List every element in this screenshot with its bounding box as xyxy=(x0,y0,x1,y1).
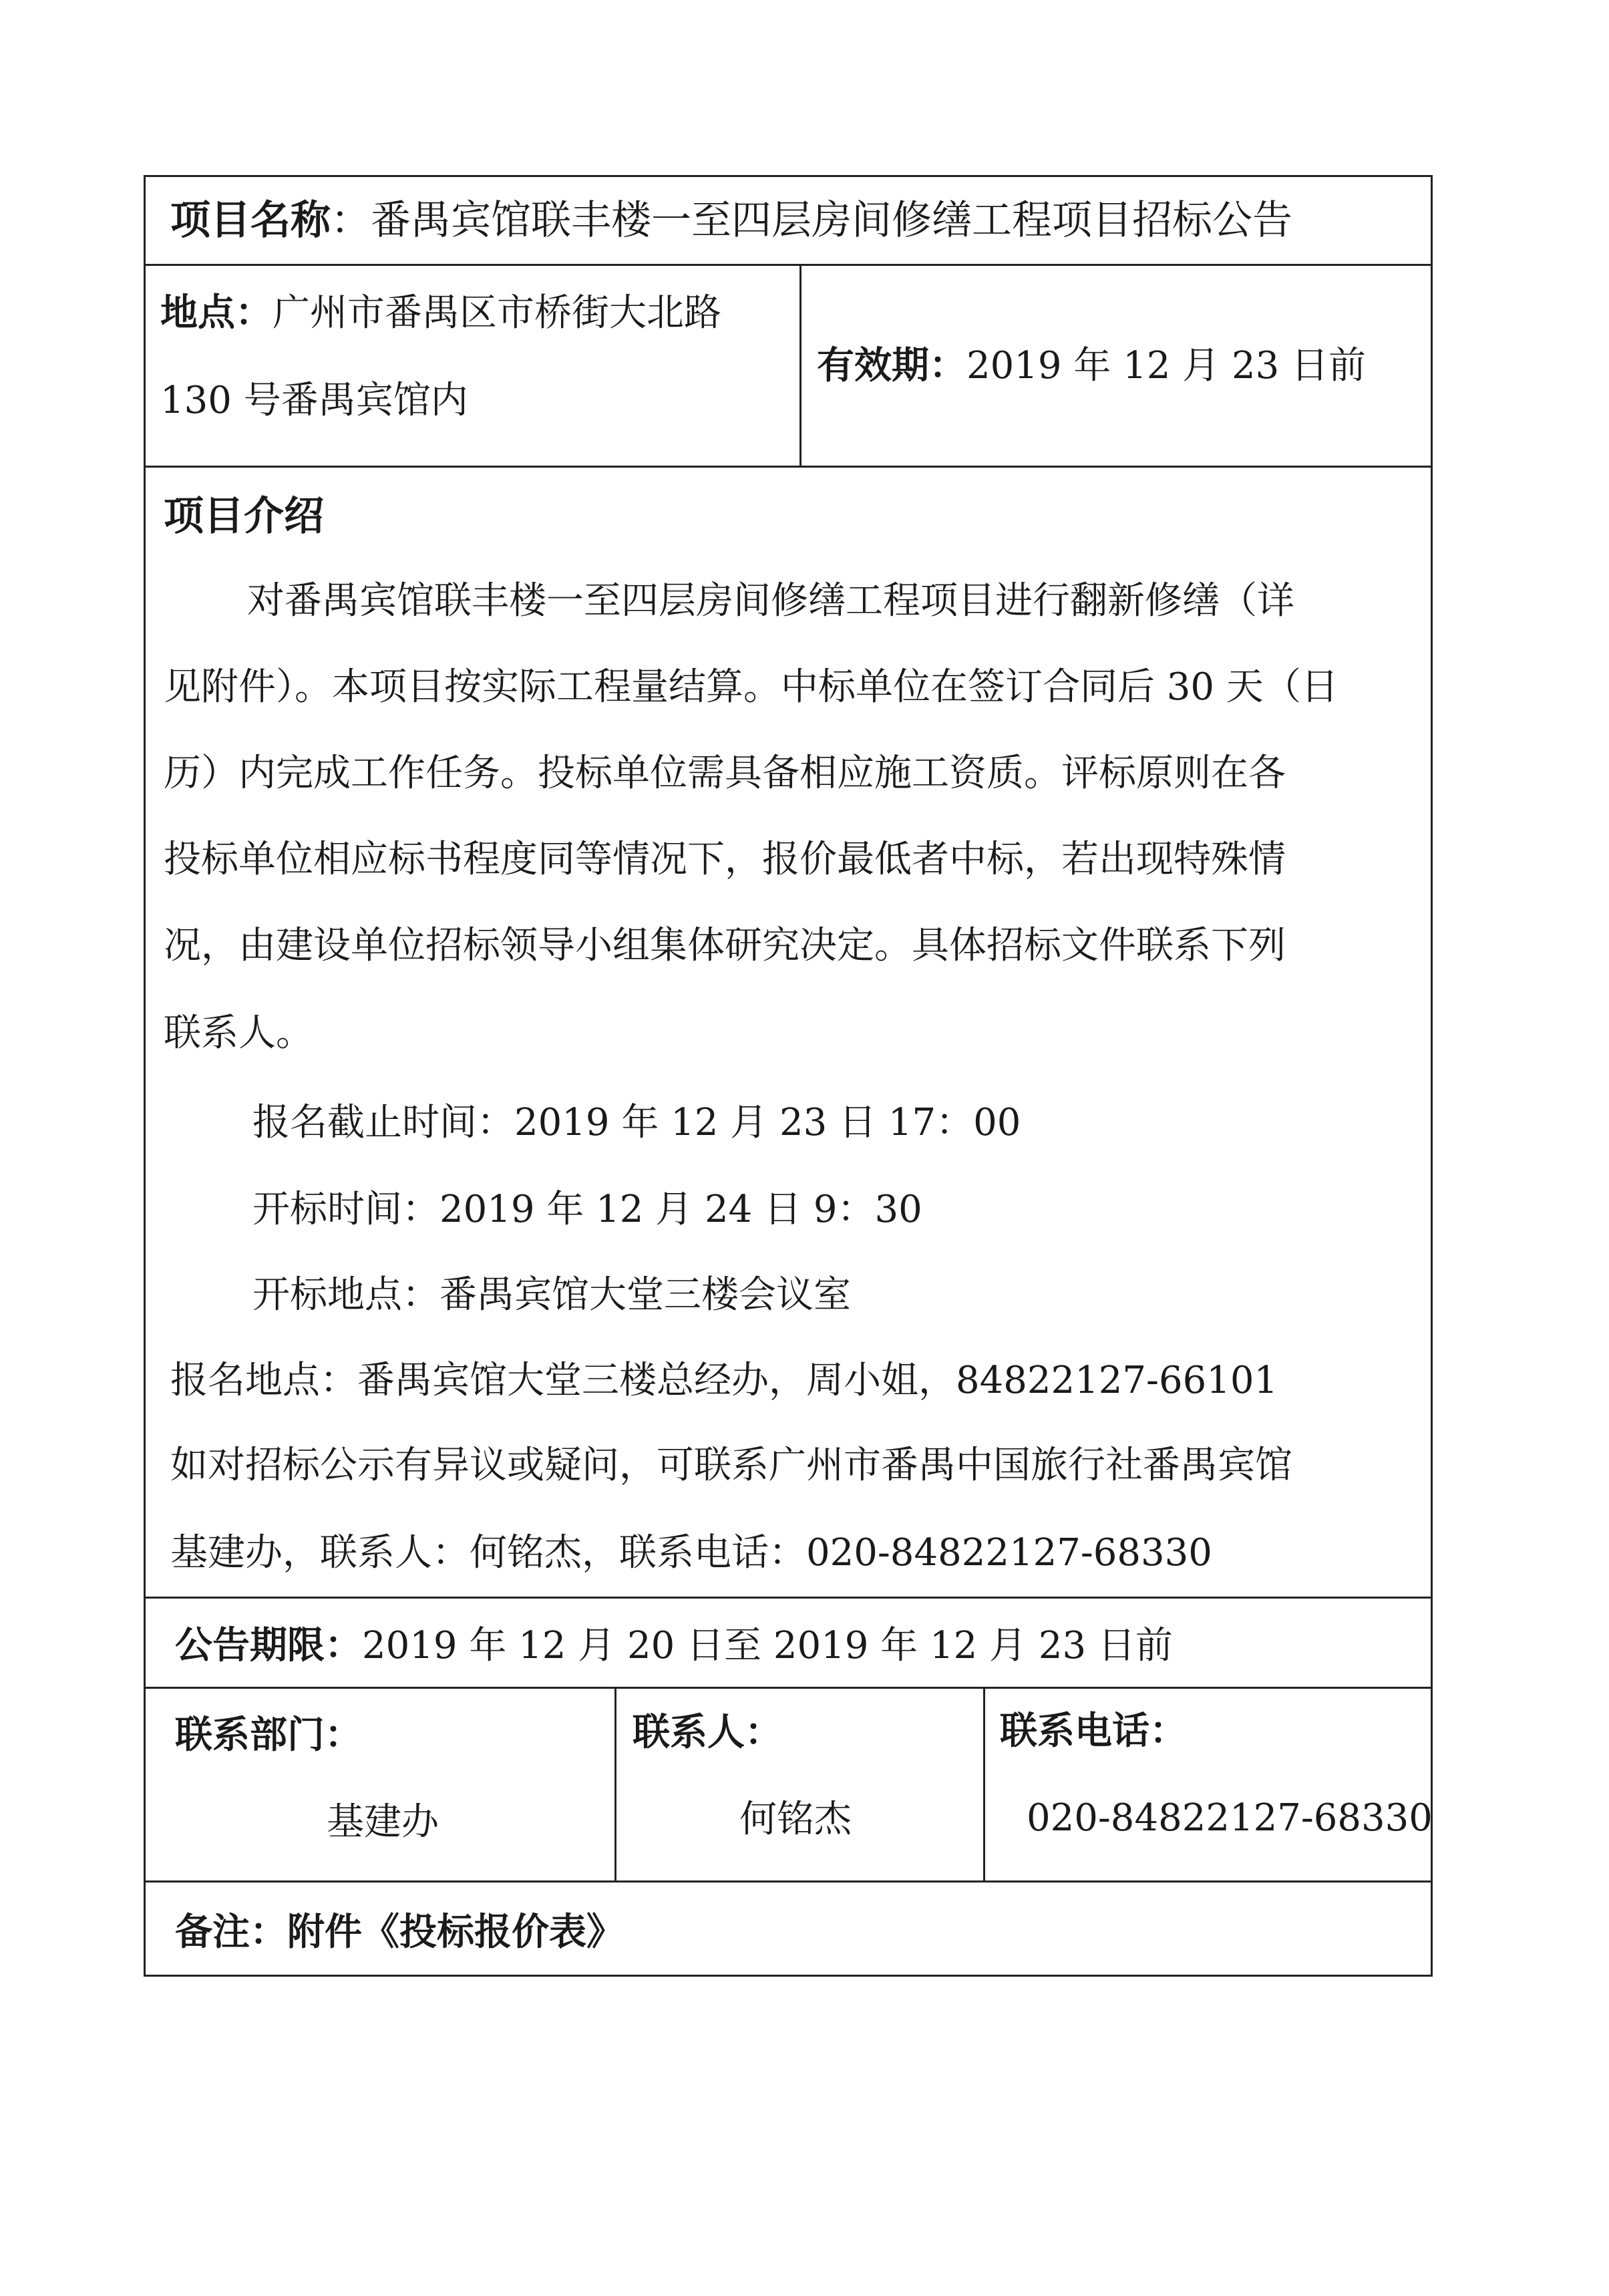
column-divider-location xyxy=(799,264,801,466)
column-divider-contacts-1 xyxy=(614,1687,616,1880)
bid-opening-place: 开标地点：番禺宾馆大堂三楼会议室 xyxy=(252,1273,851,1317)
location-label: 地点： xyxy=(160,291,273,335)
project-name: 番禺宾馆联丰楼一至四层房间修缮工程项目招标公告 xyxy=(371,197,1292,244)
row-divider-5 xyxy=(144,1880,1433,1882)
row-divider-2 xyxy=(144,466,1433,468)
intro-line-3: 历）内完成工作任务。投标单位需具备相应施工资质。评标原则在各 xyxy=(164,752,1286,795)
objection-contact-line-1: 如对招标公示有异议或疑问，可联系广州市番禺中国旅行社番禺宾馆 xyxy=(170,1444,1292,1487)
registration-deadline: 报名截止时间：2019 年 12 月 23 日 17：00 xyxy=(252,1101,1021,1144)
notice-period-label: 公告期限： xyxy=(175,1624,362,1667)
row-divider-3 xyxy=(144,1597,1433,1599)
row-divider-1 xyxy=(144,264,1433,266)
intro-line-2: 见附件）。本项目按实际工程量结算。中标单位在签订合同后 30 天（日 xyxy=(164,665,1338,709)
contact-dept-label: 联系部门： xyxy=(175,1713,362,1757)
contact-dept-value: 基建办 xyxy=(327,1800,439,1844)
project-title: 项目名称：番禺宾馆联丰楼一至四层房间修缮工程项目招标公告 xyxy=(170,197,1292,244)
intro-heading: 项目介绍 xyxy=(164,493,324,540)
column-divider-contacts-2 xyxy=(983,1687,985,1880)
location-line-1 xyxy=(160,291,721,335)
registration-place: 报名地点：番禺宾馆大堂三楼总经办，周小姐，84822127-66101 xyxy=(170,1359,1278,1402)
validity-label: 有效期： xyxy=(817,344,966,387)
contact-phone-value: 020-84822127-68330 xyxy=(1027,1796,1433,1840)
notice-period-value: 2019 年 12 月 20 日至 2019 年 12 月 23 日前 xyxy=(362,1624,1173,1667)
location-line-2: 130 号番禺宾馆内 xyxy=(160,379,468,422)
intro-line-5: 况，由建设单位招标领导小组集体研究决定。具体招标文件联系下列 xyxy=(164,924,1286,967)
validity xyxy=(817,344,1367,387)
notice-table xyxy=(144,175,1433,1977)
location-address: 广州市番禺区市桥街大北路 xyxy=(273,291,721,335)
contact-person-value: 何铭杰 xyxy=(739,1798,852,1841)
intro-line-4: 投标单位相应标书程度同等情况下，报价最低者中标，若出现特殊情 xyxy=(164,838,1286,881)
remark-value: 附件《投标报价表》 xyxy=(287,1911,624,1954)
remark xyxy=(175,1911,624,1954)
contact-person-label: 联系人： xyxy=(633,1711,782,1754)
validity-value: 2019 年 12 月 23 日前 xyxy=(966,344,1367,387)
notice-period xyxy=(175,1624,1173,1667)
intro-line-1: 对番禺宾馆联丰楼一至四层房间修缮工程项目进行翻新修缮（详 xyxy=(247,579,1294,623)
contact-phone-label: 联系电话： xyxy=(1000,1709,1187,1753)
project-label: 项目名称 xyxy=(170,197,331,244)
objection-contact-line-2: 基建办，联系人：何铭杰，联系电话：020-84822127-68330 xyxy=(170,1531,1212,1575)
remark-label: 备注： xyxy=(175,1911,287,1954)
row-divider-4 xyxy=(144,1687,1433,1689)
bid-opening-time: 开标时间：2019 年 12 月 24 日 9：30 xyxy=(252,1188,922,1231)
intro-line-6: 联系人。 xyxy=(164,1011,313,1055)
